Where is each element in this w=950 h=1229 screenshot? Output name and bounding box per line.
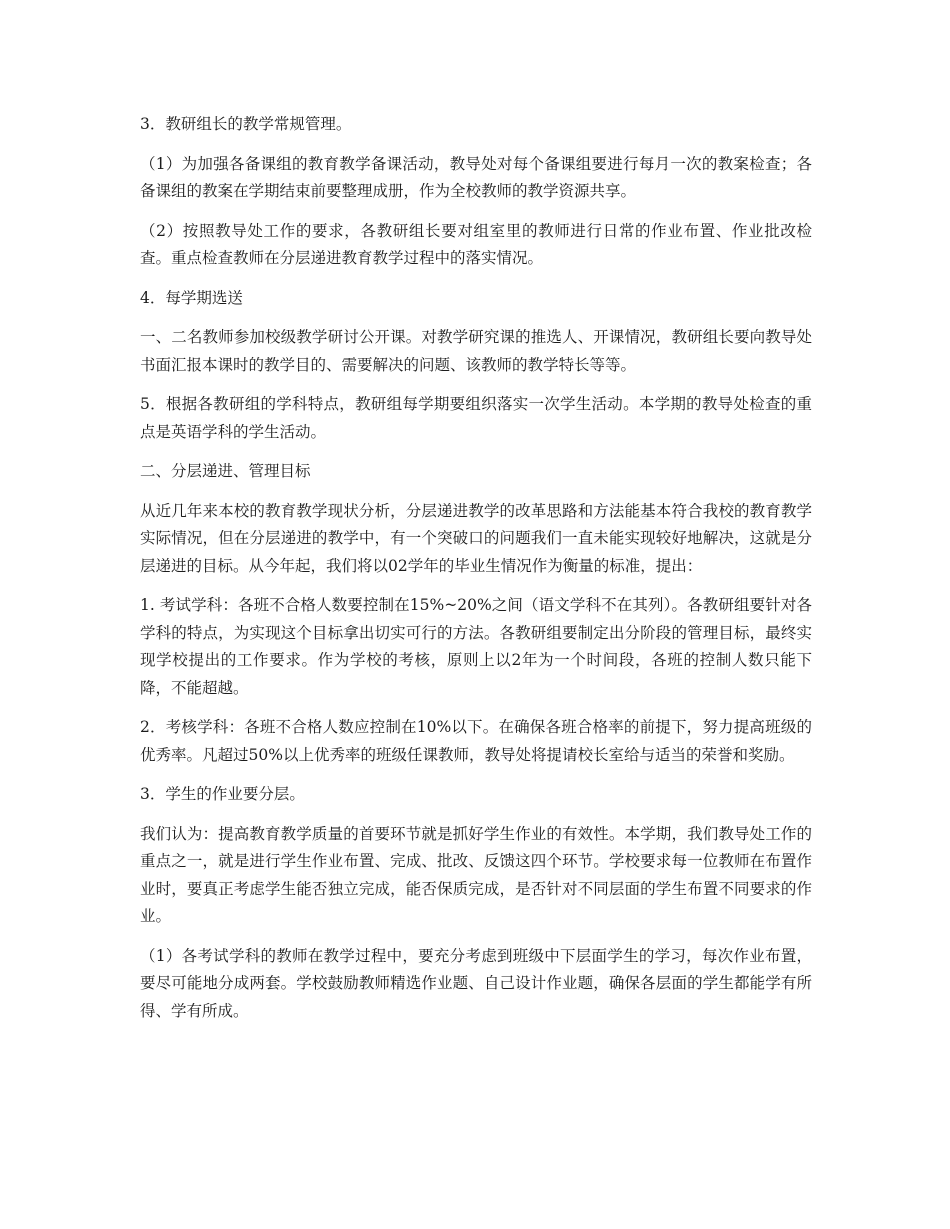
paragraph-assessment-subjects: 2．考核学科：各班不合格人数应控制在10%以下。在确保各班合格率的前提下，努力提高班级的优秀率。凡超过50%以上优秀率的班级任课教师，教导处将提请校长室给与适当的荣誉和奖励。: [140, 718, 812, 764]
paragraph-analysis: 从近几年来本校的教育教学现状分析，分层递进教学的改革思路和方法能基本符合我校的教育教学实际情况，但在分层递进的教学中，有一个突破口的问题我们一直未能实现较好地解决，这就是分层递进的目标。从今年起，我们将以02学年的毕业生情况作为衡量的标准，提出：: [140, 501, 812, 575]
paragraph-homework-check: （2）按照教导处工作的要求，各教研组长要对组室里的教师进行日常的作业布置、作业批改检查。重点检查教师在分层递进教育教学过程中的落实情况。: [140, 221, 812, 267]
document-body: [140, 111, 812, 1037]
paragraph-exam-teachers: （1）各考试学科的教师在教学过程中，要充分考虑到班级中下层面学生的学习，每次作业布置，要尽可能地分成两套。学校鼓励教师精选作业题、自己设计作业题，确保各层面的学生都能学有所得、学有所成。: [140, 946, 812, 1020]
paragraph-open-class: 一、二名教师参加校级教学研讨公开课。对教学研究课的推选人、开课情况，教研组长要向教导处书面汇报本课时的教学目的、需要解决的问题、该教师的教学特长等等。: [140, 328, 812, 374]
paragraph-homework-layered-heading: 3．学生的作业要分层。: [140, 785, 305, 803]
paragraph-section-two-heading: 二、分层递进、管理目标: [140, 462, 311, 480]
paragraph-section-3-heading: 3．教研组长的教学常规管理。: [140, 115, 352, 133]
paragraph-section-4-heading: 4．每学期选送: [140, 288, 243, 307]
paragraph-lesson-plan-check: （1）为加强各备课组的教育教学备课活动，教导处对每个备课组要进行每月一次的教案检查；各备课组的教案在学期结束前要整理成册，作为全校教师的教学资源共享。: [140, 154, 812, 200]
paragraph-homework-effectiveness: 我们认为：提高教育教学质量的首要环节就是抓好学生作业的有效性。本学期，我们教导处工作的重点之一，就是进行学生作业布置、完成、批改、反馈这四个环节。学校要求每一位教师在布置作业时，要真正考虑学生能否独立完成，能否保质完成，是否针对不同层面的学生布置不同要求的作业。: [140, 824, 812, 925]
paragraph-student-activity: 5．根据各教研组的学科特点，教研组每学期要组织落实一次学生活动。本学期的教导处检查的重点是英语学科的学生活动。: [140, 395, 812, 441]
paragraph-exam-subjects: 1. 考试学科：各班不合格人数要控制在15%~20%之间（语文学科不在其列）。各教研组要针对各学科的特点，为实现这个目标拿出切实可行的方法。各教研组要制定出分阶段的管理目标，最终实现学校提出的工作要求。作为学校的考核，原则上以2年为一个时间段，各班的控制人数只能下降，不能超越。: [140, 596, 812, 697]
